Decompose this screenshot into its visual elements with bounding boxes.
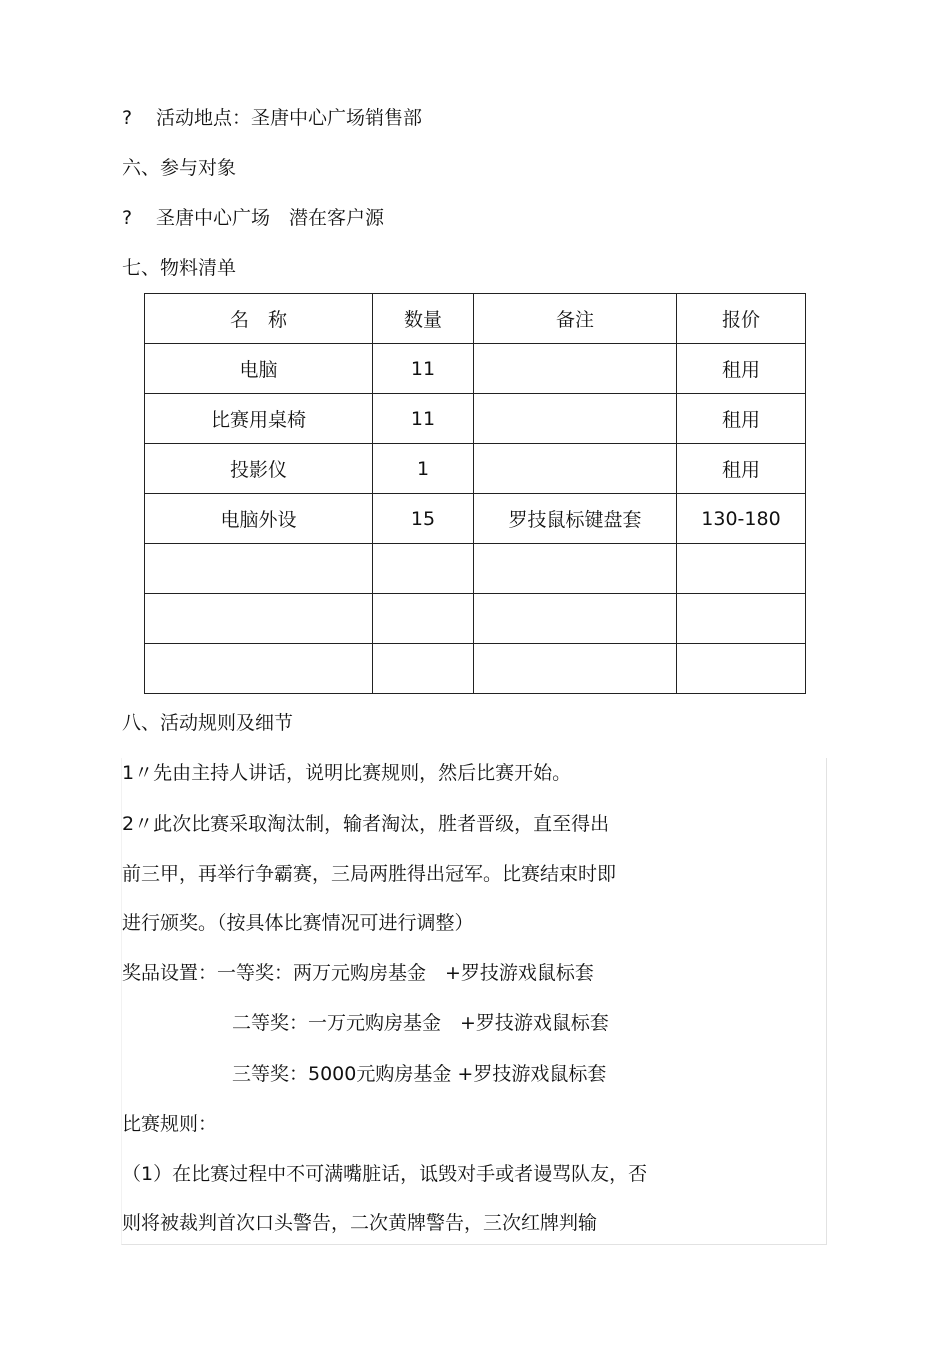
- prize-first: 一等奖：两万元购房基金 +罗技游戏鼠标套: [217, 962, 594, 984]
- prize-label: 奖品设置：: [122, 962, 218, 984]
- cell-price: 租用: [677, 444, 806, 494]
- section8-heading: 八、活动规则及细节: [122, 712, 294, 734]
- rule-paragraph-2-line-3: 进行颁奖。（按具体比赛情况可进行调整）: [122, 912, 474, 934]
- table-row: [145, 344, 806, 394]
- rule-paragraph-2-line-1: 2〃此次比赛采取淘汰制，输者淘汰，胜者晋级，直至得出: [122, 813, 610, 835]
- cell-remarks: [474, 644, 677, 694]
- cell-quantity: 15: [373, 494, 474, 544]
- cell-quantity: 11: [373, 394, 474, 444]
- cell-name: 投影仪: [145, 444, 373, 494]
- cell-price: [677, 594, 806, 644]
- cell-price: 130-180: [677, 494, 806, 544]
- participants-text: 圣唐中心广场 潜在客户源: [156, 207, 385, 229]
- cell-remarks: [474, 394, 677, 444]
- table-row: [145, 544, 806, 594]
- cell-remarks: [474, 444, 677, 494]
- location-text: 活动地点：圣唐中心广场销售部: [156, 107, 423, 129]
- cell-quantity: 11: [373, 344, 474, 394]
- table-row: [145, 394, 806, 444]
- materials-table: [144, 293, 806, 694]
- table-row: [145, 494, 806, 544]
- cell-name: 电脑: [145, 344, 373, 394]
- cell-price: 租用: [677, 394, 806, 444]
- section6-heading: 六、参与对象: [122, 157, 237, 179]
- cell-price: [677, 644, 806, 694]
- section7-heading: 七、物料清单: [122, 257, 237, 279]
- cell-name: [145, 544, 373, 594]
- cell-remarks: [474, 544, 677, 594]
- cell-name: [145, 594, 373, 644]
- participants-bullet: ?: [122, 207, 133, 229]
- prize-third: 三等奖：5000元购房基金 +罗技游戏鼠标套: [232, 1063, 607, 1085]
- location-line: [122, 105, 422, 131]
- rules-heading: 比赛规则：: [122, 1113, 218, 1135]
- rule-1-line-1: （1）在比赛过程中不可满嘴脏话，诋毁对手或者谩骂队友，否: [122, 1163, 648, 1185]
- prize-line-1: [122, 960, 594, 986]
- cell-quantity: [373, 594, 474, 644]
- rule-paragraph-1: 1〃先由主持人讲话，说明比赛规则，然后比赛开始。: [122, 762, 572, 784]
- cell-price: [677, 544, 806, 594]
- table-row: [145, 644, 806, 694]
- cell-name: [145, 644, 373, 694]
- header-quantity: 数量: [373, 294, 474, 344]
- table-header-row: [145, 294, 806, 344]
- cell-quantity: 1: [373, 444, 474, 494]
- cell-remarks: [474, 594, 677, 644]
- header-price: 报价: [677, 294, 806, 344]
- table-row: [145, 444, 806, 494]
- prize-second: 二等奖：一万元购房基金 +罗技游戏鼠标套: [232, 1012, 609, 1034]
- cell-quantity: [373, 644, 474, 694]
- cell-quantity: [373, 544, 474, 594]
- cell-remarks: [474, 344, 677, 394]
- rule-1-line-2: 则将被裁判首次口头警告，二次黄牌警告，三次红牌判输: [122, 1212, 598, 1234]
- cell-name: 电脑外设: [145, 494, 373, 544]
- participants-line: [122, 205, 384, 231]
- header-remarks: 备注: [474, 294, 677, 344]
- header-name: 名 称: [145, 294, 373, 344]
- rule-paragraph-2-line-2: 前三甲，再举行争霸赛，三局两胜得出冠军。比赛结束时即: [122, 863, 617, 885]
- cell-remarks: 罗技鼠标键盘套: [474, 494, 677, 544]
- cell-name: 比赛用桌椅: [145, 394, 373, 444]
- cell-price: 租用: [677, 344, 806, 394]
- table-row: [145, 594, 806, 644]
- location-bullet: ?: [122, 107, 133, 129]
